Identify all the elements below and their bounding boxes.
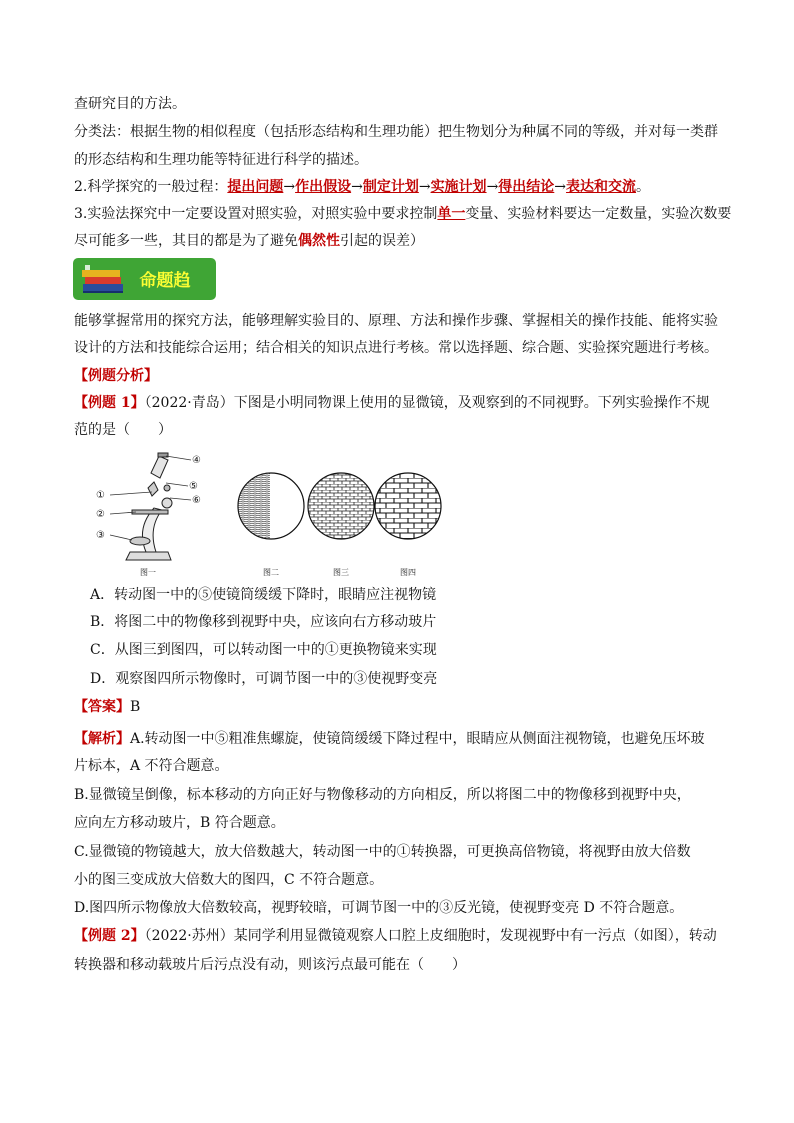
arrow: →: [351, 179, 363, 195]
fig-label-2: 图二: [263, 568, 279, 577]
text-line: 应向左方移动玻片，B 符合题意。: [74, 815, 285, 831]
text-line: 转换器和移动载玻片后污点没有动，则该污点最可能在（ ）: [74, 957, 466, 973]
text-span: 变量、实验材料要达一定数量，实验次数要: [465, 206, 732, 222]
text-span: 引起的误差）: [340, 233, 424, 249]
option-c: C．从图三到图四，可以转动图一中的①更换物镜来实现: [90, 642, 437, 658]
text-line: [74, 231, 724, 251]
text-line: 小的图三变成放大倍数大的图四，C 不符合题意。: [74, 872, 384, 888]
text-span: 3.实验法探究中一定要设置对照实验，对照实验中要求控制: [74, 206, 438, 222]
callout-1: ①: [96, 490, 105, 501]
arrow: →: [554, 179, 567, 195]
callout-2: ②: [96, 509, 105, 520]
analysis-line: [74, 729, 724, 749]
example-1-tag: 【例题 1】: [74, 395, 145, 411]
text-line: C.显微镜的物镜越大，放大倍数越大，转动图一中的①转换器，可更换高倍物镜，将视野由放大倍数: [74, 844, 691, 860]
text-line: 范的是（ ）: [74, 422, 172, 438]
fig-label-1: 图一: [140, 568, 156, 577]
highlight-chance: 偶然性: [298, 233, 340, 249]
text-line: 设计的方法和技能综合运用；结合相关的知识点进行考核。常以选择题、综合题、实验探究题进行考核。: [74, 340, 718, 356]
text-line: D.图四所示物像放大倍数较高，视野较暗，可调节图一中的③反光镜，使视野变亮 D 不符合题意。: [74, 900, 684, 916]
example-1-line: [74, 393, 724, 413]
answer-tag: 【答案】: [74, 699, 130, 715]
section-heading: 【例题分析】: [74, 368, 158, 384]
step-4: 实施计划: [430, 179, 487, 195]
text-line: 能够掌握常用的探究方法，能够理解实验目的、原理、方法和操作步骤、掌握相关的操作技能、能将实验: [74, 313, 718, 329]
answer-value: B: [130, 699, 141, 715]
step-1: 提出问题: [227, 179, 284, 195]
option-d: D．观察图四所示物像时，可调节图一中的③使视野变亮: [90, 671, 438, 687]
microscope-figures: [96, 448, 446, 578]
step-3: 制定计划: [362, 179, 419, 195]
trend-banner: [73, 258, 216, 300]
option-a: A．转动图一中的⑤使镜筒缓缓下降时，眼睛应注视物镜: [90, 587, 437, 603]
text-line: 片标本，A 不符合题意。: [74, 758, 229, 774]
step-2: 作出假设: [295, 179, 352, 195]
option-b: B．将图二中的物像移到视野中央，应该向右方移动玻片: [90, 614, 437, 630]
example-2-tag: 【例题 2】: [74, 928, 145, 944]
arrow: →: [486, 179, 499, 195]
fig-label-3: 图三: [333, 568, 349, 577]
example-2-text: （2022·苏州）某同学利用显微镜观察人口腔上皮细胞时，发现视野中有一污点（如图），转动: [144, 928, 717, 944]
inquiry-process-prefix: 2.科学探究的一般过程：: [74, 179, 228, 195]
example-2-line: [74, 926, 724, 946]
text-line: 查研究目的方法。: [74, 96, 186, 112]
highlight-single-variable: 单一: [437, 206, 466, 222]
arrow: →: [418, 179, 431, 195]
callout-5: ⑤: [189, 481, 198, 492]
arrow: →: [283, 179, 296, 195]
step-6: 表达和交流: [566, 179, 637, 195]
text-span: 尽可能多一些，其目的都是为了避免: [74, 233, 298, 249]
text-line: 分类法：根据生物的相似程度（包括形态结构和生理功能）把生物划分为种属不同的等级，并对每一类群: [74, 124, 718, 140]
callout-3: ③: [96, 530, 105, 541]
banner-title: 命题趋: [139, 271, 191, 291]
microscope-illustration: [126, 453, 172, 560]
callout-6: ⑥: [192, 495, 201, 506]
analysis-text: A.转动图一中⑤粗准焦螺旋，使镜筒缓缓下降过程中，眼睛应从侧面注视物镜，也避免压坏玻: [130, 731, 705, 747]
text-line: [74, 204, 732, 224]
field-view-4: [375, 473, 441, 539]
field-view-2: [238, 473, 304, 539]
analysis-tag: 【解析】: [74, 731, 130, 747]
inquiry-process-line: [74, 177, 724, 197]
text-line: B.显微镜呈倒像，标本移动的方向正好与物像移动的方向相反，所以将图二中的物像移到视野中央，: [74, 787, 691, 803]
step-5: 得出结论: [498, 179, 555, 195]
answer-line: [74, 697, 724, 717]
text-line: 的形态结构和生理功能等特征进行科学的描述。: [74, 152, 368, 168]
field-view-3: [308, 473, 374, 539]
callout-4: ④: [192, 455, 201, 466]
period: 。: [636, 179, 651, 195]
fig-label-4: 图四: [400, 568, 416, 577]
example-1-text: （2022·青岛）下图是小明同物课上使用的显微镜，及观察到的不同视野。下列实验操作不规: [144, 395, 710, 411]
